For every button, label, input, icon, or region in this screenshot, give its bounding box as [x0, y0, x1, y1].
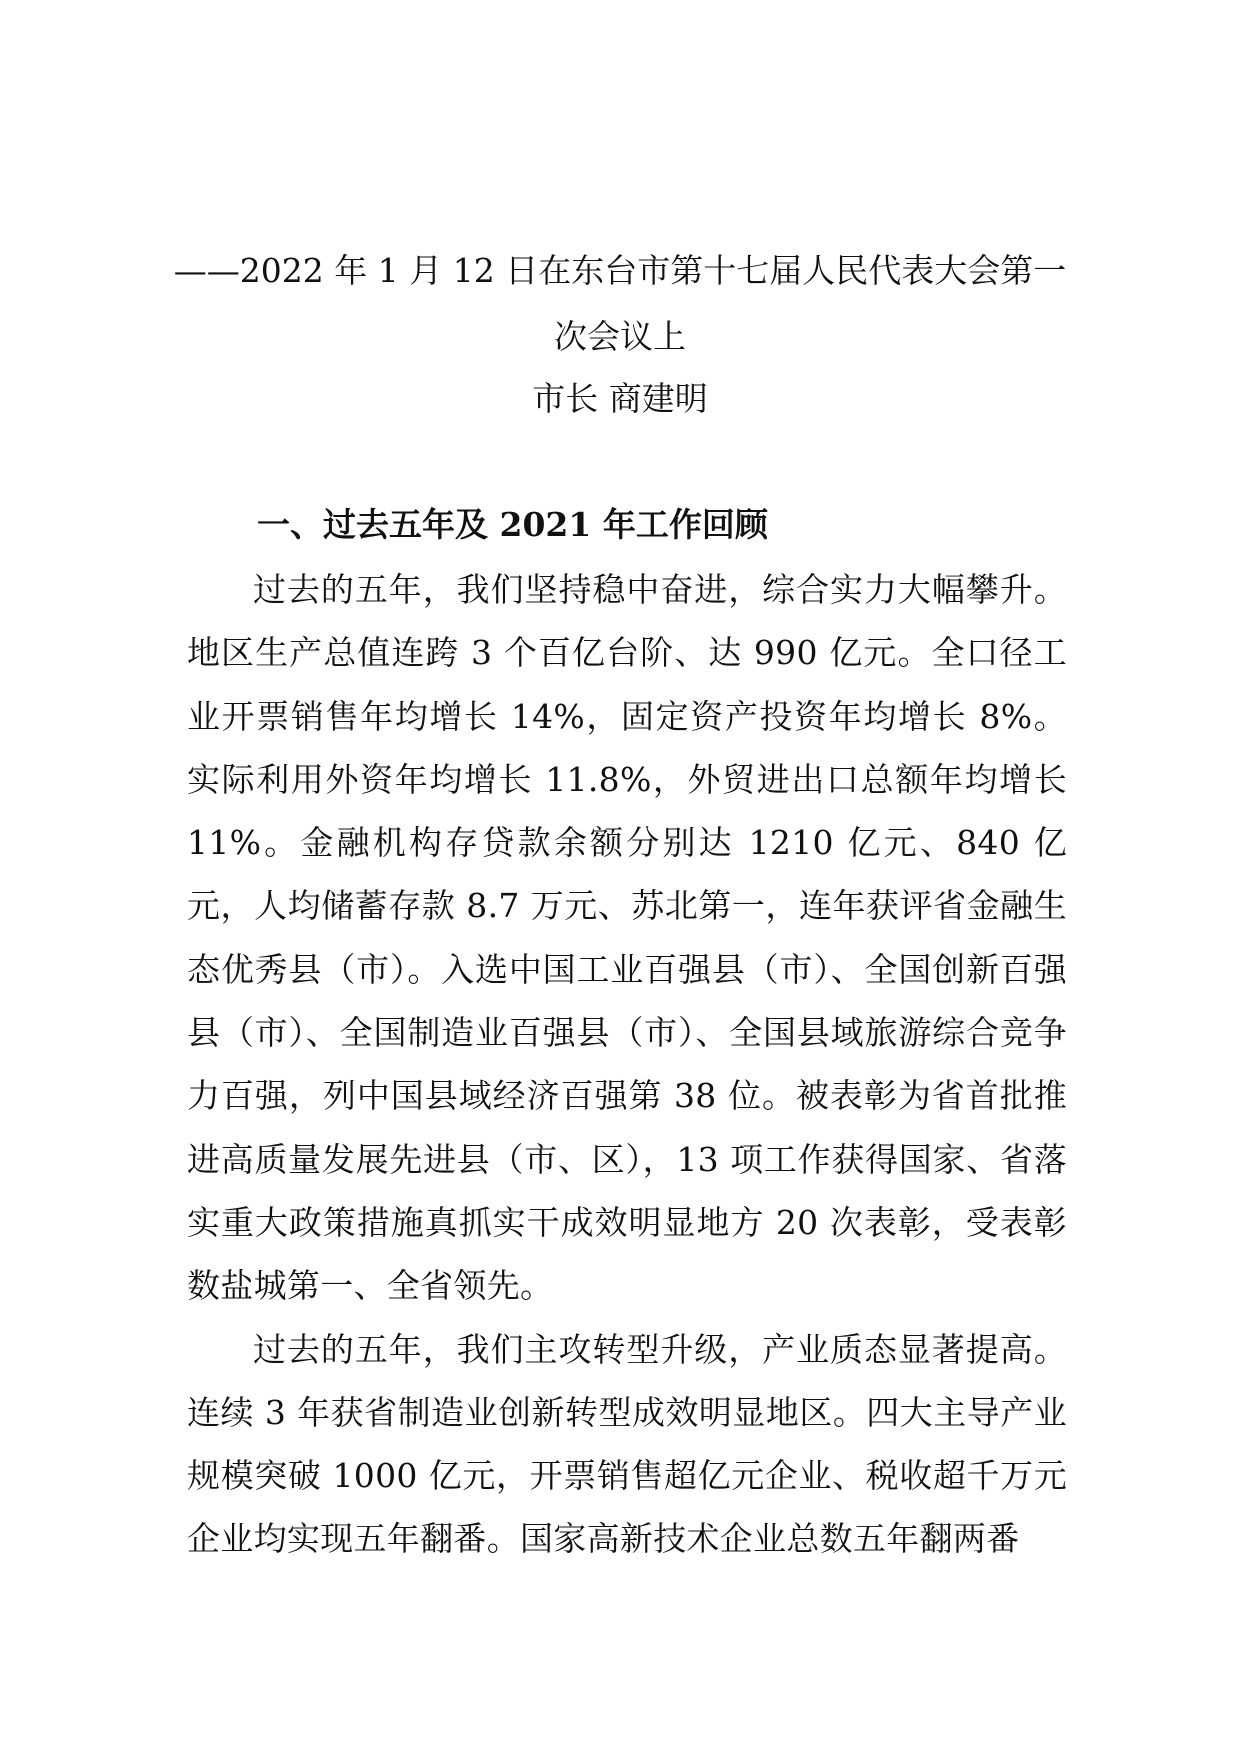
body-text: [187, 558, 1067, 1571]
paragraph-2: 过去的五年，我们主攻转型升级，产业质态显著提高。连续 3 年获省制造业创新转型成效明显地区。四大主导产业规模突破 1000 亿元，开票销售超亿元企业、税收超千万元企业均实现五年翻番。国家高新技术企业总数五年翻两番: [187, 1329, 1067, 1559]
speaker-name: 市长 商建明: [532, 379, 708, 418]
speech-subtitle: [150, 238, 1090, 370]
section-heading: 一、过去五年及 2021 年工作回顾: [257, 505, 768, 544]
subtitle-line-1: ——2022 年 1 月 12 日在东台市第十七届人民代表大会第一: [173, 251, 1067, 290]
paragraph-1: 过去的五年，我们坚持稳中奋进，综合实力大幅攀升。地区生产总值连跨 3 个百亿台阶、达 990 亿元。全口径工业开票销售年均增长 14%，固定资产投资年均增长 8%。实际利用外资年均增长 11.8%，外贸进出口总额年均增长 11%。金融机构存贷款余额分别达 1210 亿元、840 亿元，人均储蓄存款 8.7 万元、苏北第一，连年获评省金融生态优秀县（市）。入选中国工业百强县（市）、全国创新百强县（市）、全国制造业百强县（市）、全国县域旅游综合竞争力百强，列中国县域经济百强第 38 位。被表彰为省首批推进高质量发展先进县（市、区），13 项工作获得国家、省落实重大政策措施真抓实干成效明显地方 20 次表彰，受表彰数盐城第一、全省领先。: [187, 570, 1067, 1306]
subtitle-line-2: 次会议上: [554, 317, 686, 356]
